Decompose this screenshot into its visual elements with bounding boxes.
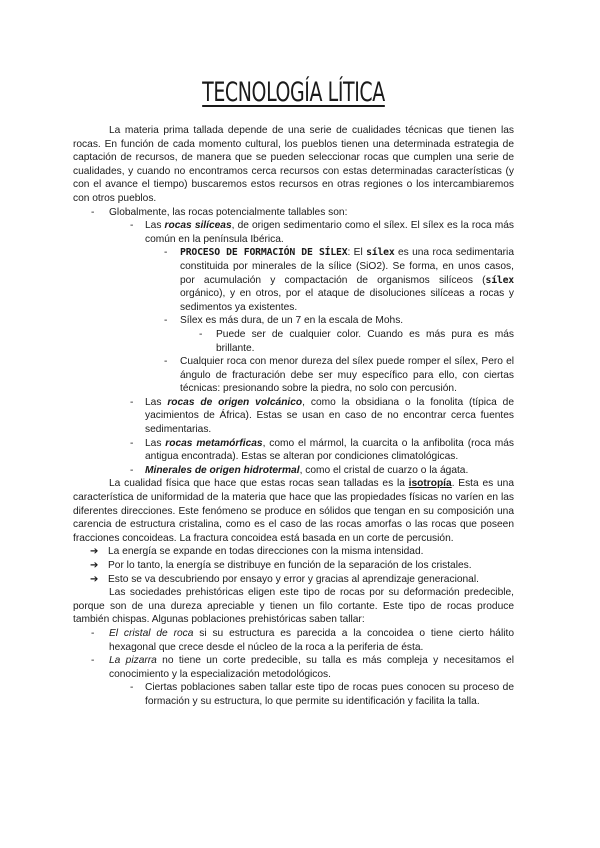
term-pizarra: La pizarra xyxy=(109,655,157,667)
dash-marker: - xyxy=(91,627,95,639)
term-cristal-de-roca: El cristal de roca xyxy=(109,627,194,639)
list-item-menor-dureza: - Cualquier roca con menor dureza del sílex puede romper el sílex, Pero el ángulo de fracturación debe ser muy específico para ello, con ciertas técnicas: presionando sobre la piedra, no solo con percusión. xyxy=(164,356,514,395)
dash-marker: - xyxy=(199,328,203,340)
list-item-cristal: - El cristal de roca si su estructura es parecida a la concoidea o tiene cierto hálito hexagonal que crece desde el núcleo de la roca a la periferia de ésta. xyxy=(91,627,514,653)
term-rocas-siliceas: rocas silíceas xyxy=(164,220,232,232)
list-item-ciertas: - Ciertas poblaciones saben tallar este tipo de rocas pues conocen su proceso de formación y su estructura, lo que permite su identificación y facilita la talla. xyxy=(130,682,514,707)
list-item-dureza: - Sílex es más dura, de un 7 en la escala de Mohs. xyxy=(164,315,404,327)
sociedades-paragraph: Las sociedades prehistóricas eligen este tipo de rocas por su deformación predecible, porque son de una dureza apreciable y tienen un filo cortante. Este tipo de rocas produce también chispas. Algunas poblaciones prehistóricas saben tallar: xyxy=(73,587,514,626)
arrow-item: ➔ La energía se expande en todas direcciones con la misma intensidad. xyxy=(90,546,424,558)
intro-paragraph: La materia prima tallada depende de una serie de cualidades técnicas que tienen las rocas. En función de cada momento cultural, los pueblos tienen una determinada estrategia de captación de recursos, de manera que se pueden seleccionar rocas que cumplen una serie de cualidades, y cuando no encontramos cerca recursos con estas determinadas características (y con el avance el tiempo) buscaremos estos recursos en otras regiones o los intercambiaremos con otros pueblos. xyxy=(73,125,514,204)
dash-marker: - xyxy=(91,655,95,667)
list-item-siliceas: - Las rocas silíceas, de origen sedimentario como el sílex. El sílex es la roca más común en la península Ibérica. xyxy=(130,220,514,245)
list-item-pizarra: - La pizarra no tiene un corte predecible, su talla es más compleja y necesitamos el conocimiento y la especialización metodológicos. xyxy=(91,655,514,680)
isotropia-paragraph: La cualidad física que hace que estas rocas sean talladas es la isotropía. Esta es una característica de uniformidad de la materia que hace que las propiedades físicas no varíen en las diferentes direcciones. Este fenómeno se produce en sólidos que tengan en su composición una carencia de estructura cristalina, como es el caso de las rocas amorfas o las rocas que poseen fracciones concoideas. La fractura concoidea está basada en un corte de percusión. xyxy=(73,478,514,544)
arrow-item: ➔ Por lo tanto, la energía se distribuye en función de la separación de los cristales. xyxy=(90,560,472,571)
term-rocas-metamorficas: rocas metamórficas xyxy=(165,437,263,449)
list-item-globally xyxy=(73,206,514,220)
dash-marker: - xyxy=(130,464,134,476)
dash-marker: - xyxy=(164,356,168,368)
dash-marker: - xyxy=(130,220,134,232)
list-item-metamorficas: - Las rocas metamórficas, como el mármol, la cuarcita o la anfibolita (roca más antigua encontrada). Estas se alteran por condiciones climatológicas. xyxy=(130,437,514,463)
globally-text: Globalmente, las rocas potencialmente tallables son: xyxy=(109,206,348,218)
page-title: TECNOLOGÍA LÍTICA xyxy=(202,77,385,108)
arrow-icon: ➔ xyxy=(90,560,99,571)
arrow-icon: ➔ xyxy=(90,573,99,585)
term-rocas-volcanico: rocas de origen volcánico xyxy=(167,396,303,408)
dash-marker: - xyxy=(130,682,134,694)
arrow-icon: ➔ xyxy=(90,546,99,558)
term-minerales: Minerales de origen hidrotermal xyxy=(145,464,300,476)
dash-marker: - xyxy=(91,206,95,218)
list-item-volcanico: - Las rocas de origen volcánico, como la obsidiana o la fonolita (típica de yacimientos de África). Estas se usan en caso de no encontrar cerca fuentes sedimentarias. xyxy=(130,396,515,436)
proceso-heading: PROCESO DE FORMACIÓN DE SÍLEX xyxy=(180,247,348,259)
list-item-color: - Puede ser de cualquier color. Cuando es más pura es más brillante. xyxy=(199,328,514,354)
arrow-item: ➔ Esto se va descubriendo por ensayo y error y gracias al aprendizaje generacional. xyxy=(90,573,479,585)
dash-marker: - xyxy=(130,437,134,449)
dash-marker: - xyxy=(164,315,168,327)
dash-marker: - xyxy=(130,396,134,408)
term-isotropia: isotropía xyxy=(408,478,452,490)
list-item-minerales: - Minerales de origen hidrotermal, como el cristal de cuarzo o la ágata. xyxy=(130,464,469,476)
list-item-proceso: - PROCESO DE FORMACIÓN DE SÍLEX: El sílex es una roca sedimentaria constituida por minerales de la sílice (SiO2). Se forma, en unos casos, por acumulación y compactación de organismos silíceos (sílex orgánico), y en otros, por el ataque de disoluciones silíceas a rocas y sedimentos ya existentes. xyxy=(164,247,514,313)
dash-marker: - xyxy=(164,247,168,259)
